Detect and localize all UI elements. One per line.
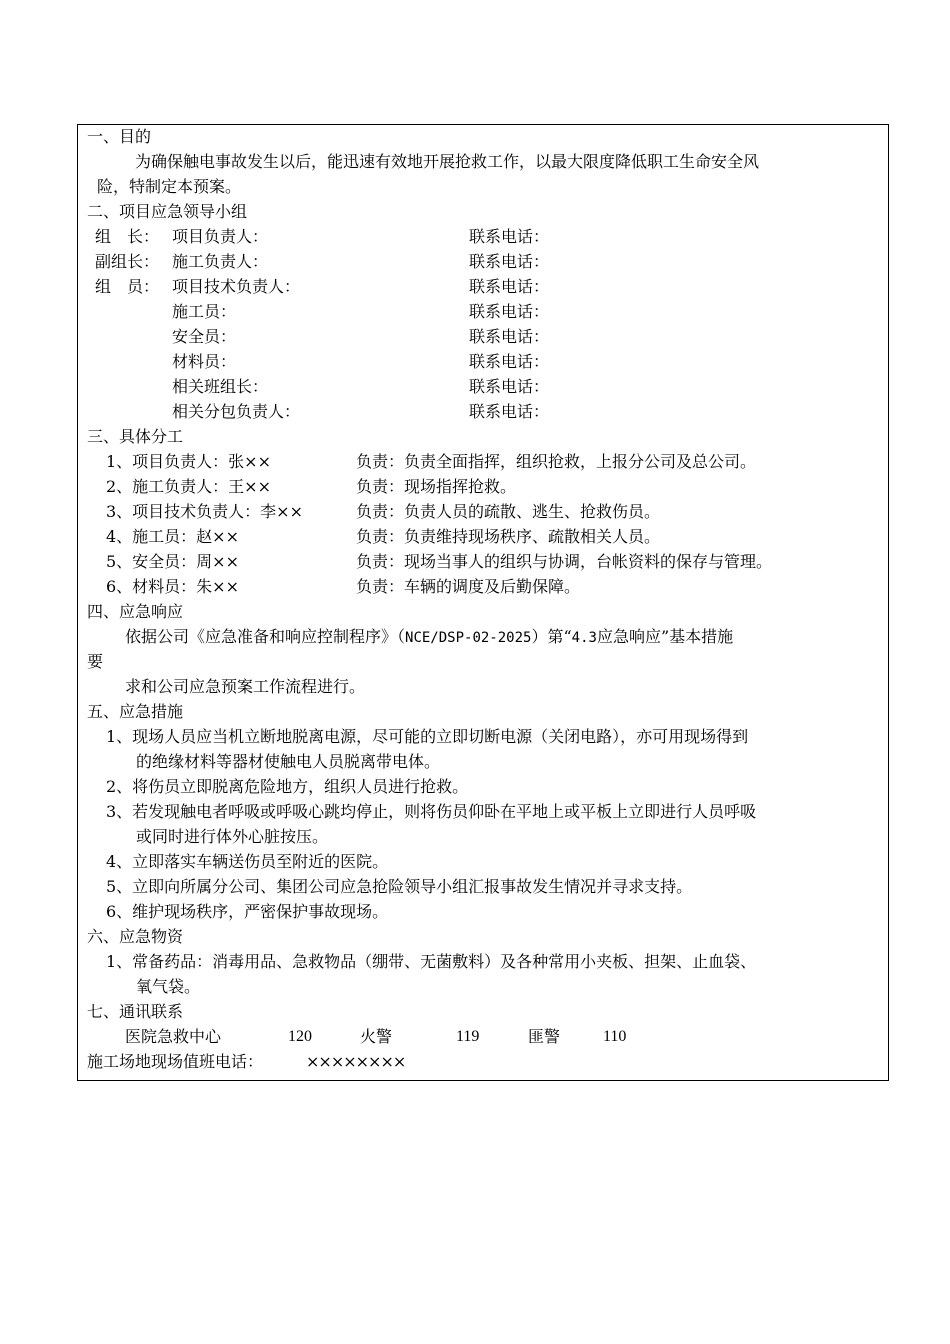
paragraph-line: 求和公司应急预案工作流程进行。: [125, 677, 366, 696]
fire-number: 119: [456, 1028, 480, 1045]
duty-text: 负责：负责全面指挥，组织抢救，上报分公司及总公司。: [356, 452, 757, 471]
assignee: 4、施工员：赵××: [106, 527, 239, 546]
role-label: 副组长：: [95, 252, 160, 271]
phone-label: 联系电话：: [469, 252, 550, 271]
title-label: 项目技术负责人：: [172, 277, 301, 296]
section-heading: 四、应急响应: [87, 602, 184, 621]
title-label: 相关分包负责人：: [172, 402, 301, 421]
assignee: 3、项目技术负责人：李××: [106, 502, 303, 521]
hospital-label: 医院急救中心: [125, 1027, 222, 1046]
section-heading: 一、目的: [87, 127, 152, 146]
measure-item-cont: 的绝缘材料等器材使触电人员脱离带电体。: [136, 752, 441, 771]
duty-text: 负责：现场当事人的组织与协调，台帐资料的保存与管理。: [356, 552, 773, 571]
title-label: 安全员：: [172, 327, 237, 346]
title-label: 施工员：: [172, 302, 237, 321]
role-label: 组 长：: [95, 227, 160, 246]
clause-number: 4.3: [571, 630, 597, 646]
measure-item: 4、立即落实车辆送伤员至附近的医院。: [106, 852, 389, 871]
supply-item-cont: 氧气袋。: [136, 977, 201, 996]
section-heading: 五、应急措施: [87, 702, 184, 721]
assignee: 2、施工负责人：王××: [106, 477, 271, 496]
paragraph-line: [125, 627, 733, 648]
police-number: 110: [603, 1028, 627, 1045]
measure-item: 5、立即向所属分公司、集团公司应急抢险领导小组汇报事故发生情况并寻求支持。: [106, 877, 693, 896]
duty-text: 负责：负责人员的疏散、逃生、抢救伤员。: [356, 502, 661, 521]
paragraph-line: 为确保触电事故发生以后，能迅速有效地开展抢救工作，以最大限度降低职工生命安全风: [135, 152, 760, 171]
phone-label: 联系电话：: [469, 277, 550, 296]
paragraph-line: 险，特制定本预案。: [97, 177, 242, 196]
text-run: 依据公司《应急准备和响应控制程序》（: [125, 627, 406, 646]
hospital-number: 120: [288, 1028, 312, 1045]
duty-phone-number: ××××××××: [306, 1052, 406, 1071]
assignee: 6、材料员：朱××: [106, 577, 239, 596]
assignee: 1、项目负责人：张××: [106, 452, 271, 471]
paragraph-line: 要: [87, 652, 104, 671]
title-label: 施工负责人：: [172, 252, 269, 271]
phone-label: 联系电话：: [469, 402, 550, 421]
phone-label: 联系电话：: [469, 302, 550, 321]
measure-item: 6、维护现场秩序，严密保护事故现场。: [106, 902, 389, 921]
text-run: 应急响应”基本措施: [596, 627, 734, 646]
section-heading: 七、通讯联系: [87, 1002, 184, 1021]
measure-item: 1、现场人员应当机立断地脱离电源，尽可能的立即切断电源（关闭电路），亦可用现场得到: [106, 727, 749, 746]
measure-item-cont: 或同时进行体外心脏按压。: [136, 827, 329, 846]
duty-text: 负责：车辆的调度及后勤保障。: [356, 577, 581, 596]
role-label: 组 员：: [95, 277, 160, 296]
title-label: 项目负责人：: [172, 227, 269, 246]
phone-label: 联系电话：: [469, 327, 550, 346]
duty-phone-label: 施工场地现场值班电话：: [87, 1052, 264, 1071]
duty-text: 负责：负责维持现场秩序、疏散相关人员。: [356, 527, 661, 546]
measure-item: 2、将伤员立即脱离危险地方，组织人员进行抢救。: [106, 777, 469, 796]
phone-label: 联系电话：: [469, 227, 550, 246]
duty-text: 负责：现场指挥抢救。: [356, 477, 517, 496]
assignee: 5、安全员：周××: [106, 552, 239, 571]
title-label: 相关班组长：: [172, 377, 269, 396]
police-label: 匪警: [528, 1027, 561, 1046]
section-heading: 三、具体分工: [87, 427, 184, 446]
document-code: NCE/DSP-02-2025: [405, 630, 532, 646]
fire-label: 火警: [360, 1027, 393, 1046]
measure-item: 3、若发现触电者呼吸或呼吸心跳均停止，则将伤员仰卧在平地上或平板上立即进行人员呼吸: [106, 802, 757, 821]
title-label: 材料员：: [172, 352, 237, 371]
phone-label: 联系电话：: [469, 352, 550, 371]
phone-label: 联系电话：: [469, 377, 550, 396]
section-heading: 二、项目应急领导小组: [87, 202, 248, 221]
section-heading: 六、应急物资: [87, 927, 184, 946]
text-run: ）第“: [531, 627, 572, 646]
supply-item: 1、常备药品：消毒用品、急救物品（绷带、无菌敷料）及各种常用小夹板、担架、止血袋、: [106, 952, 757, 971]
